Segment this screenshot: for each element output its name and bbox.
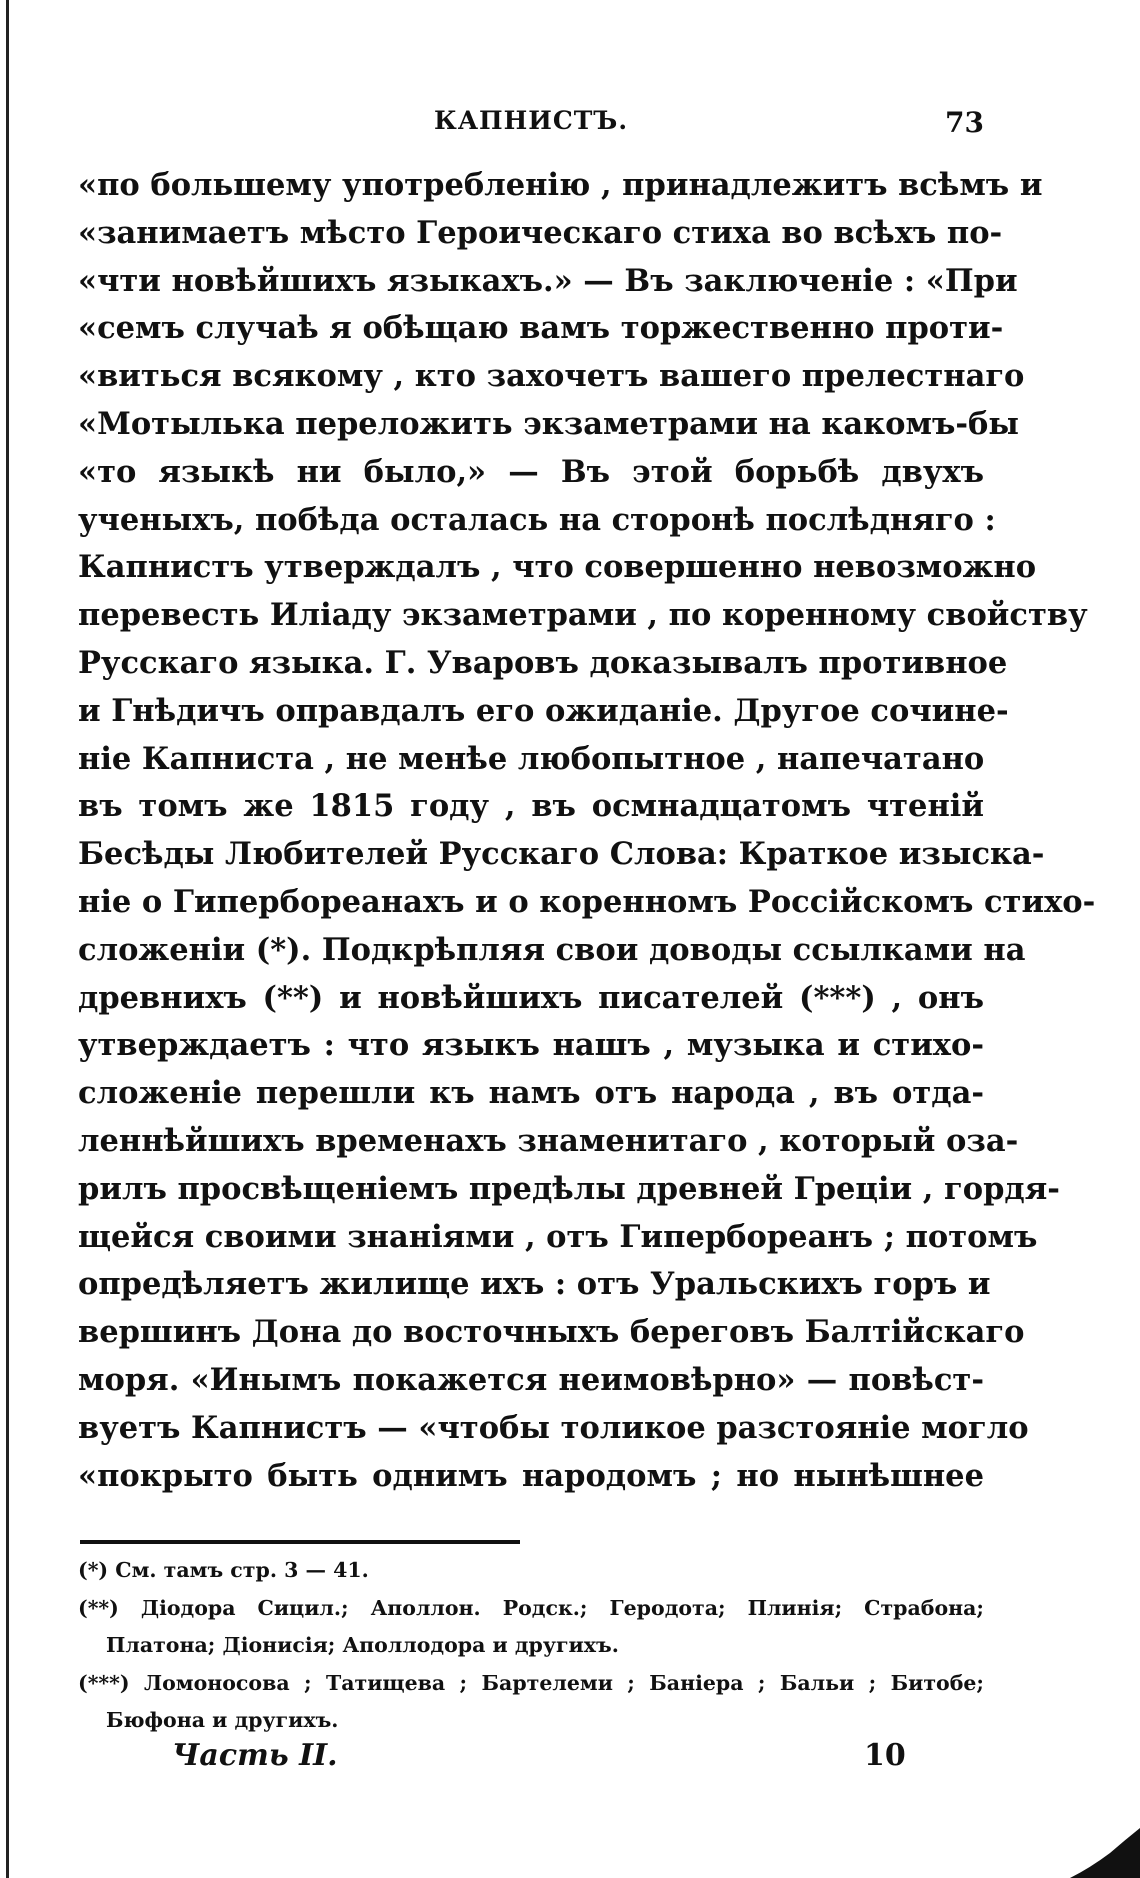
footnotes bbox=[78, 1552, 984, 1740]
text-line: «чти новѣйшихъ языкахъ.» — Въ заключеніе : «При bbox=[78, 262, 1018, 299]
text-line: «занимаетъ мѣсто Героическаго стиха во всѣхъ по- bbox=[78, 214, 1003, 251]
text-line: «Мотылька переложить экзаметрами на какомъ-бы bbox=[78, 405, 1019, 442]
text-line: опредѣляетъ жилище ихъ : отъ Уральскихъ горъ и bbox=[78, 1266, 991, 1303]
text-line: и Гнѣдичъ оправдалъ его ожиданіе. Другое сочине- bbox=[78, 692, 1009, 729]
footnote: (*) См. тамъ стр. 3 — 41. bbox=[78, 1558, 369, 1582]
text-line: древнихъ (**) и новѣйшихъ писателей (***) , онъ bbox=[78, 979, 984, 1016]
footnote-continuation: Бюфона и другихъ. bbox=[106, 1708, 339, 1732]
text-line: Капнистъ утверждалъ , что совершенно невозможно bbox=[78, 549, 1037, 586]
text-line: вуетъ Капнистъ — «чтобы толикое разстояніе могло bbox=[78, 1409, 1029, 1446]
text-line: Бесѣды Любителей Русскаго Слова: Краткое изыска- bbox=[78, 836, 1045, 873]
text-line: перевесть Иліаду экзаметрами , по коренному свойству bbox=[78, 597, 1088, 634]
text-line: утверждаетъ : что языкъ нашъ , музыка и стихо- bbox=[78, 1027, 984, 1064]
footnote: (**) Діодора Сицил.; Аполлон. Родск.; Геродота; Плинія; Страбона; bbox=[78, 1595, 984, 1620]
page-edge-line bbox=[6, 0, 9, 1878]
page-number: 73 bbox=[945, 106, 984, 139]
footnote-separator bbox=[80, 1540, 520, 1544]
sheet-number: 10 bbox=[864, 1738, 906, 1773]
text-line: ученыхъ, побѣда осталась на сторонѣ послѣдняго : bbox=[78, 501, 996, 538]
text-line: въ томъ же 1815 году , въ осмнадцатомъ чтеній bbox=[78, 788, 984, 825]
text-line: ніе Капниста , не менѣе любопытное , напечатано bbox=[78, 740, 985, 777]
text-line: сложеніи (*). Подкрѣпляя свои доводы ссылками на bbox=[78, 931, 1026, 968]
page-header bbox=[78, 106, 984, 146]
footnote: (***) Ломоносова ; Татищева ; Бартелеми ; Баніера ; Бальи ; Битобе; bbox=[78, 1670, 984, 1695]
text-line: сложеніе перешли къ намъ отъ народа , въ отда- bbox=[78, 1075, 984, 1112]
text-line: леннѣйшихъ временахъ знаменитаго , который оза- bbox=[78, 1122, 1019, 1159]
text-line: «покрыто быть однимъ народомъ ; но нынѣшнее bbox=[78, 1457, 984, 1494]
ink-smudge bbox=[1070, 1828, 1140, 1878]
signature-mark: Часть II. bbox=[172, 1738, 338, 1773]
text-line: ніе о Гипербореанахъ и о коренномъ Россійскомъ стихо- bbox=[78, 883, 1096, 920]
body-text bbox=[78, 162, 1096, 1500]
text-line: «виться всякому , кто захочетъ вашего прелестнаго bbox=[78, 358, 1025, 395]
text-line: «по большему употребленію , принадлежитъ всѣмъ и bbox=[78, 167, 1043, 203]
text-line: вершинъ Дона до восточныхъ береговъ Балтійскаго bbox=[78, 1314, 1025, 1351]
footnote-continuation: Платона; Діонисія; Аполлодора и другихъ. bbox=[106, 1633, 619, 1657]
text-line: рилъ просвѣщеніемъ предѣлы древней Греціи , гордя- bbox=[78, 1170, 1060, 1207]
text-line: «семъ случаѣ я обѣщаю вамъ торжественно проти- bbox=[78, 310, 1004, 347]
text-line: щейся своими знаніями , отъ Гипербореанъ ; потомъ bbox=[78, 1218, 1038, 1255]
text-line: Русскаго языка. Г. Уваровъ доказывалъ противное bbox=[78, 644, 1008, 681]
text-line: моря. «Инымъ покажется неимовѣрно» — повѣст- bbox=[78, 1361, 984, 1398]
running-head: КАПНИСТЪ. bbox=[433, 106, 629, 135]
text-line: «то языкѣ ни было,» — Въ этой борьбѣ двухъ bbox=[78, 453, 984, 490]
